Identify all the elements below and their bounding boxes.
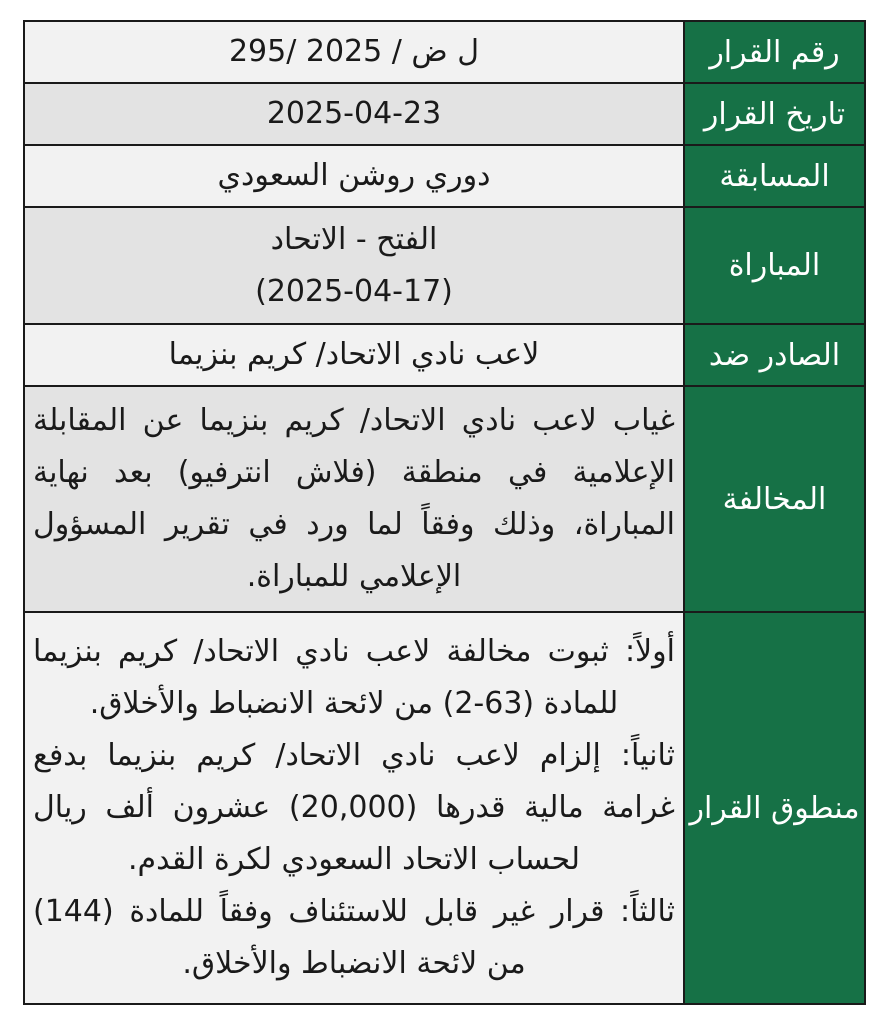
label-competition: المسابقة	[684, 145, 865, 207]
value-issued-against: لاعب نادي الاتحاد/ كريم بنزيما	[24, 324, 684, 386]
decision-table	[23, 20, 866, 1005]
label-issued-against: الصادر ضد	[684, 324, 865, 386]
row-decision-date	[24, 83, 865, 145]
ruling-third: ثالثاً: قرار غير قابل للاستئناف وفقاً للمادة (144) من لائحة الانضباط والأخلاق.	[33, 894, 675, 981]
label-decision-date: تاريخ القرار	[684, 83, 865, 145]
value-competition: دوري روشن السعودي	[24, 145, 684, 207]
value-decision-number	[24, 21, 684, 83]
decision-date-text: 2025-04-23	[266, 96, 442, 131]
row-match	[24, 207, 865, 324]
row-ruling	[24, 612, 865, 1004]
label-violation: المخالفة	[684, 386, 865, 612]
match-teams: الفتح - الاتحاد	[270, 221, 438, 257]
decision-number-text: 295/ ل ض / 2025	[228, 34, 480, 69]
ruling-second: ثانياً: إلزام لاعب نادي الاتحاد/ كريم بنزيما بدفع غرامة مالية قدرها (20,000) عشرون ألف ريال لحساب الاتحاد السعودي لكرة القدم.	[33, 738, 675, 877]
match-date: (2025-04-17)	[255, 273, 453, 309]
label-match: المباراة	[684, 207, 865, 324]
row-issued-against	[24, 324, 865, 386]
ruling-first: أولاً: ثبوت مخالفة لاعب نادي الاتحاد/ كريم بنزيما للمادة (63-2) من لائحة الانضباط والأخلاق.	[33, 634, 675, 721]
label-ruling: منطوق القرار	[684, 612, 865, 1004]
value-decision-date	[24, 83, 684, 145]
value-violation: غياب لاعب نادي الاتحاد/ كريم بنزيما عن المقابلة الإعلامية في منطقة (فلاش انترفيو) بعد نهاية المباراة، وذلك وفقاً لما ورد في تقرير المسؤول الإعلامي للمباراة.	[24, 386, 684, 612]
row-decision-number	[24, 21, 865, 83]
row-violation	[24, 386, 865, 612]
value-ruling	[24, 612, 684, 1004]
label-decision-number: رقم القرار	[684, 21, 865, 83]
row-competition	[24, 145, 865, 207]
value-match	[24, 207, 684, 324]
